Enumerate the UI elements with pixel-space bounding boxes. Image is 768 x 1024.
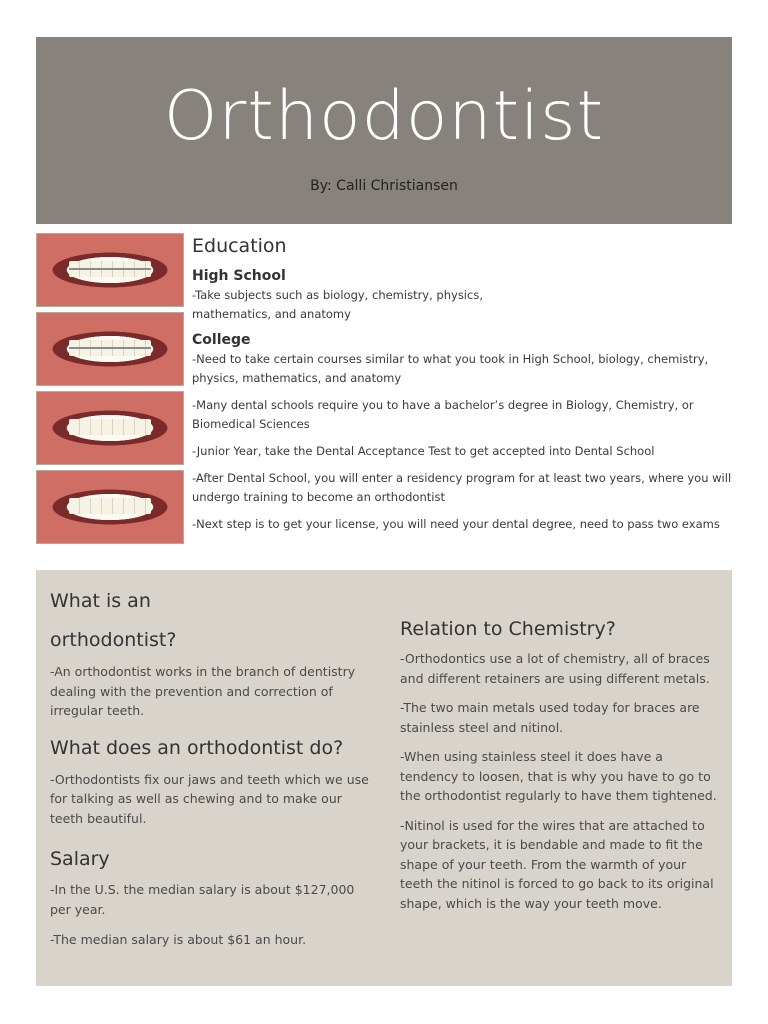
chemistry-paragraph <box>400 698 720 737</box>
education-heading: Education <box>192 235 287 257</box>
text-line: and different retainers are using different metals. <box>400 670 710 686</box>
text-line: -In the U.S. the median salary is about $127,000 <box>50 882 355 897</box>
college-paragraph <box>192 350 732 388</box>
text-line: -Many dental schools require you to have a bachelor’s degree in Biology, Chemistry, or <box>192 398 694 412</box>
text-line: -The median salary is about $61 an hour. <box>50 932 307 947</box>
text-line: teeth beautiful. <box>50 810 147 826</box>
text-line: tendency to loosen, that is why you have to go to <box>400 768 711 784</box>
text-line: per year. <box>50 901 106 917</box>
chemistry-paragraph <box>400 649 720 688</box>
text-line: -An orthodontist works in the branch of dentistry <box>50 664 356 679</box>
what-is-heading-line1: What is an <box>50 590 151 612</box>
text-line: for talking as well as chewing and to make our <box>50 791 342 806</box>
smile-photo-straight-1 <box>36 391 184 465</box>
salary-heading: Salary <box>50 848 110 870</box>
chemistry-paragraph <box>400 747 720 806</box>
left-column <box>50 570 380 950</box>
college-heading: College <box>192 332 251 348</box>
text-line: shape, which is the way your teeth move. <box>400 895 662 911</box>
what-does-text <box>50 770 380 829</box>
smile-photo-straight-2 <box>36 470 184 544</box>
text-line: shape of your teeth. From the warmth of your <box>400 856 687 872</box>
byline: By: Calli Christiansen <box>310 178 458 194</box>
page-title: Orthodontist <box>163 77 605 156</box>
text-line: -Nitinol is used for the wires that are attached to <box>400 817 705 833</box>
text-line: -After Dental School, you will enter a residency program for at least two years, where you will <box>192 471 732 485</box>
smile-photo-column <box>36 233 186 549</box>
text-line: dealing with the prevention and correction of <box>50 683 333 699</box>
what-does-heading: What does an orthodontist do? <box>50 736 344 759</box>
text-line: the orthodontist regularly to have them tightened. <box>400 788 717 803</box>
smile-photo-braces-1 <box>36 233 184 307</box>
title-banner <box>36 37 732 224</box>
text-line: mathematics, and anatomy <box>192 307 351 321</box>
text-line: -Orthodontics use a lot of chemistry, all of braces <box>400 651 710 666</box>
right-column <box>400 570 720 913</box>
info-panel <box>36 570 732 986</box>
text-line: physics, mathematics, and anatomy <box>192 371 402 385</box>
text-line: teeth the nitinol is forced to go back to its original <box>400 876 714 891</box>
text-line: -Next step is to get your license, you will need your dental degree, need to pass two exams <box>192 517 720 531</box>
smile-photo-braces-2 <box>36 312 184 386</box>
what-is-heading-line2: orthodontist? <box>50 629 177 651</box>
text-line: undergo training to become an orthodontist <box>192 490 445 504</box>
text-line: -Take subjects such as biology, chemistry, physics, <box>192 288 483 302</box>
what-is-text <box>50 662 380 721</box>
text-line: irregular teeth. <box>50 703 145 718</box>
chemistry-heading: Relation to Chemistry? <box>400 618 616 640</box>
chemistry-paragraph <box>400 816 720 914</box>
salary-text <box>50 880 380 919</box>
education-section <box>192 232 732 534</box>
text-line: -The two main metals used today for braces are <box>400 700 700 715</box>
text-line: -Orthodontists fix our jaws and teeth which we use <box>50 771 369 787</box>
text-line: stainless steel and nitinol. <box>400 719 564 735</box>
text-line: Biomedical Sciences <box>192 417 310 431</box>
text-line: -Need to take certain courses similar to what you took in High School, biology, chemistry, <box>192 352 709 366</box>
college-paragraph <box>192 469 732 507</box>
college-paragraph <box>192 396 732 434</box>
college-paragraph <box>192 442 732 461</box>
text-line: -Junior Year, take the Dental Acceptance Test to get accepted into Dental School <box>192 444 655 458</box>
text-line: -When using stainless steel it does have a <box>400 749 663 764</box>
high-school-text <box>192 286 732 324</box>
text-line: your brackets, it is bendable and made to fit the <box>400 837 703 852</box>
college-paragraph <box>192 515 732 534</box>
high-school-heading: High School <box>192 268 286 284</box>
salary-text <box>50 930 380 950</box>
